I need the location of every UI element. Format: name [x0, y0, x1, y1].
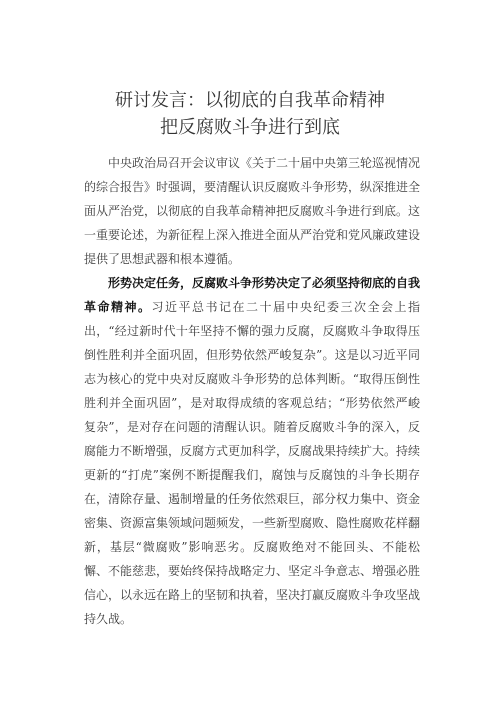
document-body	[84, 151, 420, 631]
paragraph-situation	[84, 271, 420, 631]
paragraph-lead-sentence: 形势决定任务，反腐败斗争形势决定了必须坚持彻底的自我革命精神。	[84, 276, 421, 314]
title-line-2: 把反腐败斗争进行到底	[160, 117, 340, 138]
paragraph-intro: 中央政治局召开会议审议《关于二十届中央第三轮巡视情况的综合报告》时强调，要清醒认识反腐败斗争形势，纵深推进全面从严治党，以彻底的自我革命精神把反腐败斗争进行到底。这一重要论述，为新征程上深入推进全面从严治党和党风廉政建设提供了思想武器和根本遵循。	[84, 156, 421, 266]
document-title	[0, 87, 500, 141]
title-line-1: 研讨发言：以彻底的自我革命精神	[115, 90, 385, 111]
paragraph-situation-text: 习近平总书记在二十届中央纪委三次全会上指出，“经过新时代十年坚持不懈的强力反腐，反腐败斗争取得压倒性胜利并全面巩固，但形势依然严峻复杂”。这是以习近平同志为核心的党中央对反腐败斗争形势的总体判断。“取得压倒性胜利并全面巩固”，是对取得成绩的客观总结；“形势依然严峻复杂”，是对存在问题的清醒认识。随着反腐败斗争的深入，反腐能力不断增强，反腐方式更加科学，反腐战果持续扩大。持续更新的“打虎”案例不断提醒我们，腐蚀与反腐蚀的斗争长期存在，清除存量、遏制增量的任务依然艰巨，部分权力集中、资金密集、资源富集领域问题频发，一些新型腐败、隐性腐败花样翻新，基层“微腐败”影响恶劣。反腐败绝对不能回头、不能松懈、不能慈悲，要始终保持战略定力、坚定斗争意志、增强必胜信心，以永远在路上的坚韧和执着，坚决打赢反腐败斗争攻坚战持久战。	[84, 300, 421, 626]
